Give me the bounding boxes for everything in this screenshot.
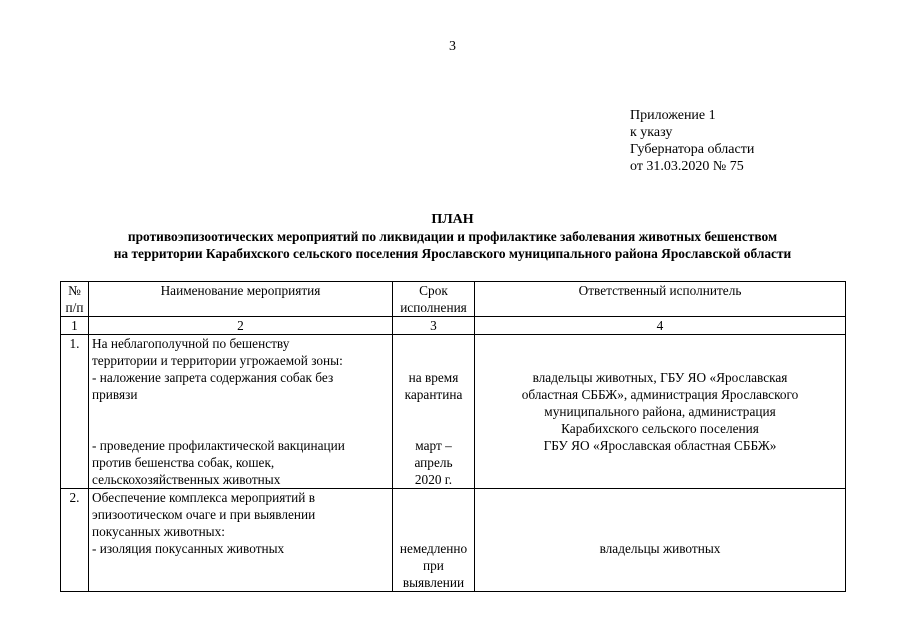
text-line: сельскохозяйственных животных [92, 472, 281, 487]
index-cell: 2 [89, 317, 393, 335]
text-line: - наложение запрета содержания собак без [92, 370, 334, 385]
plan-table [60, 281, 846, 592]
header-name: Наименование мероприятия [89, 282, 393, 317]
text-line: привязи [92, 387, 138, 402]
table-header-row [61, 282, 846, 317]
row-number: 1. [61, 335, 89, 489]
header-responsible: Ответственный исполнитель [475, 282, 846, 317]
text-line: на время [408, 370, 459, 385]
text-line: против бешенства собак, кошек, [92, 455, 275, 470]
text-line: На неблагополучной по бешенству [92, 336, 290, 351]
title-subtitle: противоэпизоотических мероприятий по ликвидации и профилактике заболевания животных бешенством [127, 229, 778, 244]
text-line: муниципального района, администрация [544, 404, 776, 419]
header-num [61, 282, 89, 317]
table-row [61, 335, 846, 489]
header-term [393, 282, 475, 317]
text-line: март – [415, 438, 452, 453]
page-number: 3 [449, 39, 456, 54]
table-row [61, 489, 846, 592]
row-number: 2. [61, 489, 89, 592]
document-title [0, 211, 905, 262]
text-line: владельцы животных, ГБУ ЯО «Ярославская [532, 370, 788, 385]
row-name [89, 335, 393, 489]
text-line: апрель [414, 455, 453, 470]
appendix-line: к указу [630, 125, 673, 140]
index-cell: 3 [393, 317, 475, 335]
title-subtitle: на территории Карабихского сельского поселения Ярославского муниципального района Ярославской области [113, 246, 792, 261]
text-line: выявлении [402, 575, 465, 590]
text-line: 2020 г. [414, 472, 453, 487]
text-line: владельцы животных [599, 541, 721, 556]
appendix-line: от 31.03.2020 № 75 [630, 159, 744, 174]
text-line: - изоляция покусанных животных [92, 541, 285, 556]
header-term-line: исполнения [400, 300, 467, 315]
index-cell: 4 [475, 317, 846, 335]
header-term-line: Срок [419, 283, 448, 298]
index-cell: 1 [61, 317, 89, 335]
text-line: - проведение профилактической вакцинации [92, 438, 345, 453]
header-num-line: № [68, 283, 81, 298]
title-heading: ПЛАН [431, 212, 474, 227]
text-line: территории и территории угрожаемой зоны: [92, 353, 343, 368]
text-line: эпизоотическом очаге и при выявлении [92, 507, 316, 522]
row-name [89, 489, 393, 592]
row-responsible [475, 335, 846, 489]
text-line: областная СББЖ», администрация Ярославского [521, 387, 799, 402]
text-line: карантина [404, 387, 463, 402]
text-line: Карабихского сельского поселения [561, 421, 759, 436]
row-term [393, 335, 475, 489]
text-line: покусанных животных: [92, 524, 225, 539]
header-num-line: п/п [65, 300, 84, 315]
appendix-line: Приложение 1 [630, 108, 716, 123]
text-line: немедленно [399, 541, 468, 556]
row-responsible [475, 489, 846, 592]
row-term [393, 489, 475, 592]
appendix-line: Губернатора области [630, 142, 755, 157]
text-line: ГБУ ЯО «Ярославская областная СББЖ» [543, 438, 777, 453]
table-index-row [61, 317, 846, 335]
text-line: при [423, 558, 444, 573]
text-line: Обеспечение комплекса мероприятий в [92, 490, 315, 505]
appendix-note [630, 107, 754, 175]
